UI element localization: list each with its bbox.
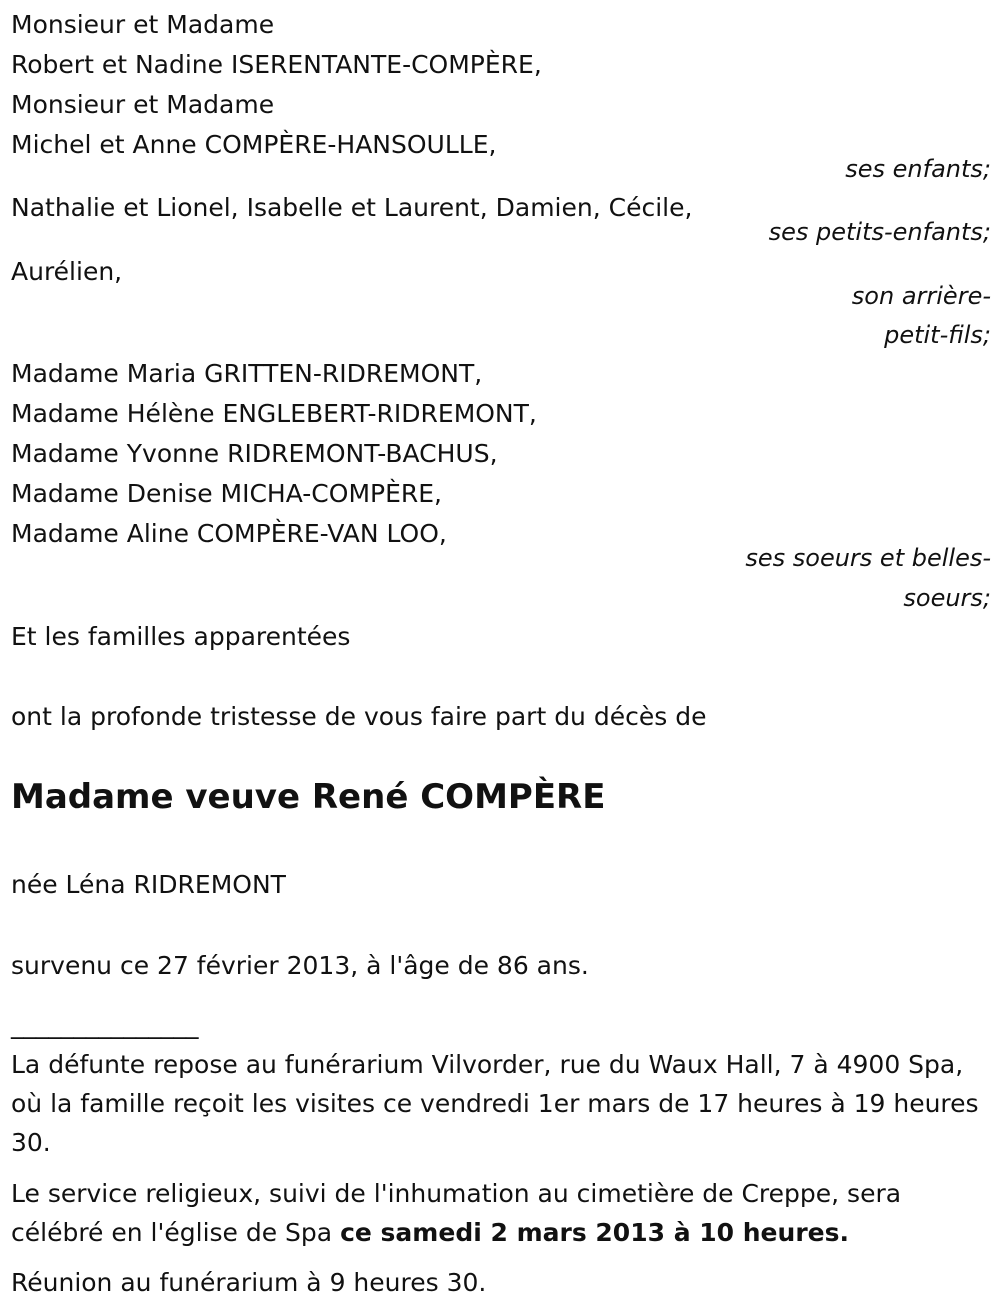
service-text: Le service religieux, suivi de l'inhumation au cimetière de Creppe, sera célébré en l'église de Spa <box>11 1179 902 1247</box>
siblings-role-2: soeurs; <box>903 584 991 612</box>
child-line-1: Monsieur et Madame <box>11 10 275 39</box>
great-grandchild-role-2: petit-fils; <box>884 321 991 349</box>
sibling-line-1: Madame Maria GRITTEN-RIDREMONT, <box>11 359 483 388</box>
child-line-2: Robert et Nadine ISERENTANTE-COMPÈRE, <box>11 50 542 79</box>
families-line: Et les familles apparentées <box>11 622 351 651</box>
death-info: survenu ce 27 février 2013, à l'âge de 86 ans. <box>11 951 589 980</box>
sibling-line-5: Madame Aline COMPÈRE-VAN LOO, <box>11 519 447 548</box>
great-grandchild-line: Aurélien, <box>11 257 123 286</box>
grandchildren-role: ses petits-enfants; <box>768 218 991 246</box>
siblings-role-1: ses soeurs et belles- <box>745 544 991 572</box>
service-paragraph <box>11 1174 991 1252</box>
children-role: ses enfants; <box>845 155 991 183</box>
grandchildren-line: Nathalie et Lionel, Isabelle et Laurent, Damien, Cécile, <box>11 193 693 222</box>
great-grandchild-role-1: son arrière- <box>851 282 991 310</box>
maiden-name: née Léna RIDREMONT <box>11 870 286 899</box>
service-date: ce samedi 2 mars 2013 à 10 heures. <box>340 1218 849 1247</box>
sibling-line-3: Madame Yvonne RIDREMONT-BACHUS, <box>11 439 498 468</box>
meeting-line: Réunion au funérarium à 9 heures 30. <box>11 1268 487 1297</box>
deceased-name: Madame veuve René COMPÈRE <box>11 777 606 817</box>
child-line-3: Monsieur et Madame <box>11 90 275 119</box>
announcement-line: ont la profonde tristesse de vous faire part du décès de <box>11 702 707 731</box>
sibling-line-4: Madame Denise MICHA-COMPÈRE, <box>11 479 442 508</box>
separator-line: _______________ <box>11 1010 199 1039</box>
sibling-line-2: Madame Hélène ENGLEBERT-RIDREMONT, <box>11 399 537 428</box>
child-line-4: Michel et Anne COMPÈRE-HANSOULLE, <box>11 130 497 159</box>
funeral-home-paragraph: La défunte repose au funérarium Vilvorder, rue du Waux Hall, 7 à 4900 Spa, où la famille reçoit les visites ce vendredi 1er mars de 17 heures à 19 heures 30. <box>11 1050 979 1157</box>
